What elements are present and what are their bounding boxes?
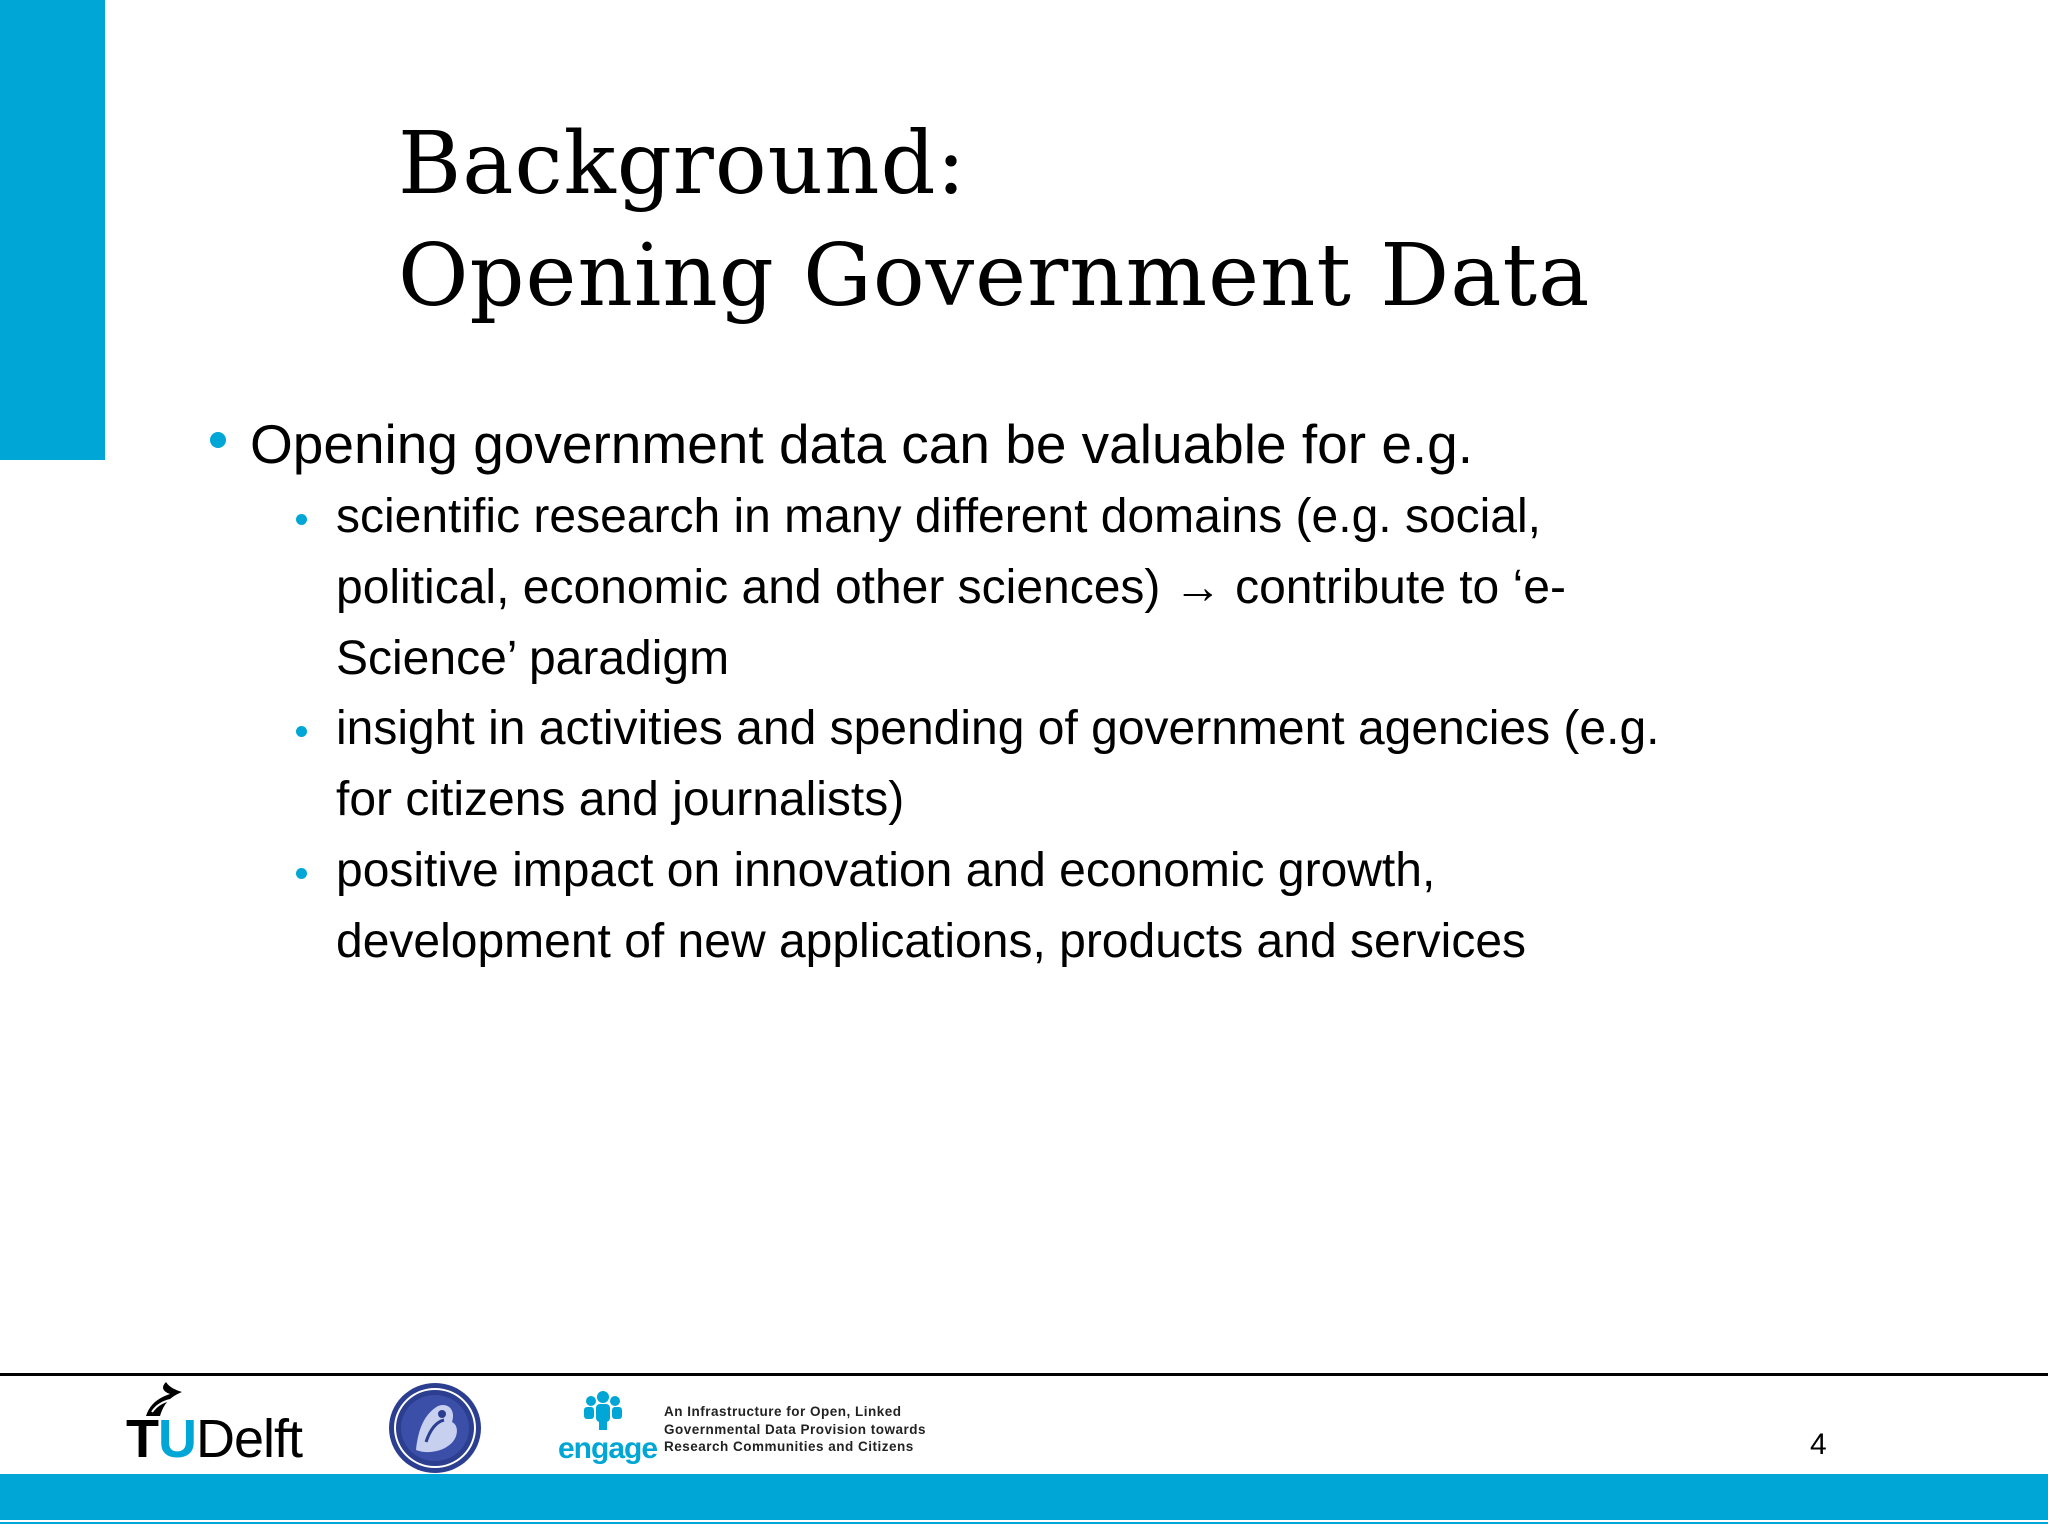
sub-bullet-line: for citizens and journalists)	[336, 773, 905, 826]
sub-bullet-dot	[296, 514, 307, 525]
footer-thin-line	[0, 1520, 2048, 1522]
sub-bullet-line: development of new applications, products and services	[336, 915, 1527, 968]
tudelft-u: U	[158, 1409, 196, 1469]
tagline-line: An Infrastructure for Open, Linked	[664, 1404, 902, 1419]
tagline-line: Governmental Data Provision towards	[664, 1421, 927, 1437]
engage-tagline	[664, 1403, 926, 1456]
bullet-main: Opening government data can be valuable for e.g.	[250, 413, 1474, 475]
page-number: 4	[1810, 1428, 1827, 1461]
sub-bullet-2	[336, 693, 1786, 835]
footer-divider	[0, 1373, 2048, 1376]
sub-bullet-line: Science’ paradigm	[336, 632, 730, 685]
sub-bullet-dot	[296, 726, 307, 737]
sub-bullet-line: insight in activities and spending of government agencies (e.g.	[336, 702, 1660, 755]
sub-bullet-line: political, economic and other sciences) → contribute to ‘e-	[336, 561, 1566, 614]
engage-wordmark: engage	[558, 1432, 658, 1465]
sub-bullet-line: scientific research in many different domains (e.g. social,	[336, 490, 1541, 543]
footer-accent-band	[0, 1474, 2048, 1524]
tagline-line: Research Communities and Citizens	[664, 1439, 914, 1454]
sub-bullet-1	[336, 481, 1786, 694]
university-seal-icon	[386, 1380, 484, 1475]
tudelft-delft: Delft	[196, 1409, 303, 1469]
bullet-dot	[210, 432, 226, 448]
title-line: Background:	[398, 114, 967, 214]
tudelft-logo	[126, 1382, 336, 1469]
sub-bullet-line: positive impact on innovation and economic growth,	[336, 844, 1436, 897]
sub-bullet-dot	[296, 868, 307, 879]
sub-bullet-3	[336, 835, 1786, 977]
tudelft-t: T	[126, 1409, 158, 1469]
title-line: Opening Government Data	[398, 226, 1591, 326]
